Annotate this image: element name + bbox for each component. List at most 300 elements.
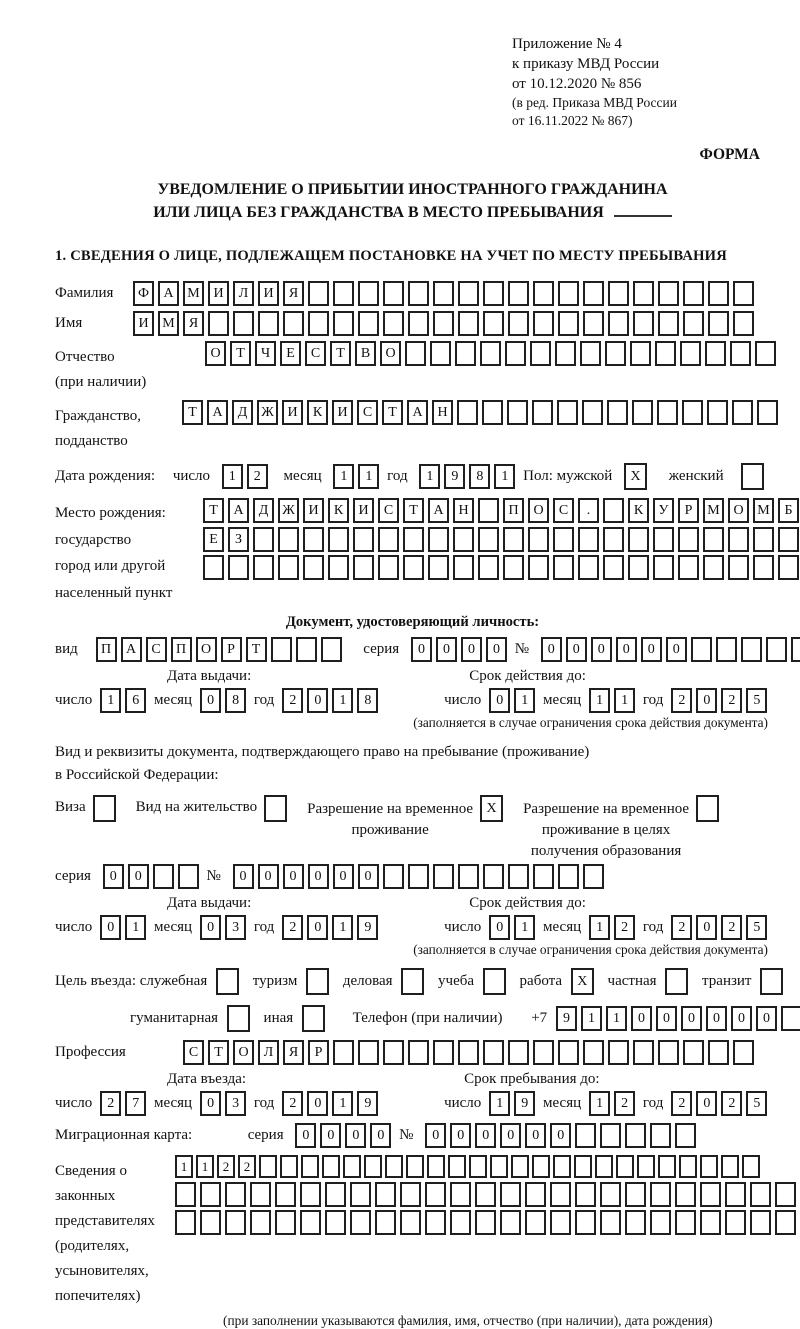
form-cell[interactable] — [507, 400, 528, 425]
form-cell[interactable]: 7 — [125, 1091, 146, 1116]
form-cell[interactable] — [383, 1040, 404, 1065]
form-cell[interactable] — [364, 1155, 382, 1178]
form-cell[interactable] — [791, 637, 800, 662]
form-cell[interactable] — [482, 400, 503, 425]
form-cell[interactable] — [532, 1155, 550, 1178]
form-cell[interactable]: 1 — [606, 1006, 627, 1031]
form-cell[interactable] — [675, 1182, 696, 1207]
form-cell[interactable] — [775, 1210, 796, 1235]
form-cell[interactable] — [483, 281, 504, 306]
purpose-tranzit-checkbox[interactable] — [760, 968, 783, 995]
form-cell[interactable]: 1 — [332, 1091, 353, 1116]
form-cell[interactable]: Е — [280, 341, 301, 366]
form-cell[interactable] — [505, 341, 526, 366]
form-cell[interactable]: Я — [183, 311, 204, 336]
form-cell[interactable] — [750, 1182, 771, 1207]
form-cell[interactable] — [178, 864, 199, 889]
form-cell[interactable] — [679, 1155, 697, 1178]
form-cell[interactable] — [453, 555, 474, 580]
form-cell[interactable]: 2 — [671, 915, 692, 940]
form-cell[interactable] — [508, 864, 529, 889]
purpose-ucheba-checkbox[interactable] — [483, 968, 506, 995]
form-cell[interactable] — [653, 527, 674, 552]
form-cell[interactable] — [728, 555, 749, 580]
form-cell[interactable]: А — [158, 281, 179, 306]
form-cell[interactable] — [550, 1182, 571, 1207]
form-cell[interactable] — [427, 1155, 445, 1178]
form-cell[interactable] — [480, 341, 501, 366]
form-cell[interactable]: С — [553, 498, 574, 523]
form-cell[interactable]: О — [728, 498, 749, 523]
form-cell[interactable] — [658, 1040, 679, 1065]
form-cell[interactable] — [632, 400, 653, 425]
form-cell[interactable]: 1 — [333, 464, 354, 489]
form-cell[interactable] — [733, 281, 754, 306]
form-cell[interactable]: 9 — [514, 1091, 535, 1116]
visa-checkbox[interactable] — [93, 795, 116, 822]
form-cell[interactable]: П — [503, 498, 524, 523]
form-cell[interactable] — [328, 555, 349, 580]
form-cell[interactable] — [733, 311, 754, 336]
form-cell[interactable]: 0 — [103, 864, 124, 889]
form-cell[interactable]: О — [196, 637, 217, 662]
form-cell[interactable]: 0 — [233, 864, 254, 889]
form-cell[interactable]: А — [407, 400, 428, 425]
form-cell[interactable]: Л — [258, 1040, 279, 1065]
form-cell[interactable] — [425, 1182, 446, 1207]
purpose-inaya-checkbox[interactable] — [302, 1005, 325, 1032]
form-cell[interactable] — [700, 1182, 721, 1207]
form-cell[interactable] — [280, 1155, 298, 1178]
form-cell[interactable]: Я — [283, 1040, 304, 1065]
form-cell[interactable] — [308, 311, 329, 336]
form-cell[interactable] — [378, 527, 399, 552]
form-cell[interactable] — [721, 1155, 739, 1178]
purpose-sluzhebnaya-checkbox[interactable] — [216, 968, 239, 995]
form-cell[interactable] — [532, 400, 553, 425]
form-cell[interactable] — [455, 341, 476, 366]
form-cell[interactable] — [525, 1210, 546, 1235]
form-cell[interactable] — [275, 1210, 296, 1235]
form-cell[interactable] — [625, 1210, 646, 1235]
form-cell[interactable] — [200, 1210, 221, 1235]
form-cell[interactable] — [633, 1040, 654, 1065]
form-cell[interactable]: . — [578, 498, 599, 523]
form-cell[interactable] — [655, 341, 676, 366]
form-cell[interactable]: С — [357, 400, 378, 425]
form-cell[interactable] — [708, 281, 729, 306]
form-cell[interactable] — [683, 281, 704, 306]
form-cell[interactable] — [453, 527, 474, 552]
form-cell[interactable] — [700, 1210, 721, 1235]
form-cell[interactable]: 8 — [469, 464, 490, 489]
form-cell[interactable] — [533, 864, 554, 889]
form-cell[interactable]: О — [233, 1040, 254, 1065]
form-cell[interactable] — [603, 498, 624, 523]
form-cell[interactable] — [703, 555, 724, 580]
form-cell[interactable] — [358, 311, 379, 336]
form-cell[interactable]: 0 — [681, 1006, 702, 1031]
form-cell[interactable]: 6 — [125, 688, 146, 713]
form-cell[interactable]: 0 — [370, 1123, 391, 1148]
form-cell[interactable] — [580, 341, 601, 366]
form-cell[interactable] — [503, 527, 524, 552]
form-cell[interactable] — [271, 637, 292, 662]
form-cell[interactable] — [650, 1123, 671, 1148]
form-cell[interactable]: 9 — [357, 1091, 378, 1116]
form-cell[interactable] — [350, 1210, 371, 1235]
form-cell[interactable] — [725, 1210, 746, 1235]
form-cell[interactable] — [358, 281, 379, 306]
form-cell[interactable] — [558, 281, 579, 306]
form-cell[interactable]: 0 — [200, 1091, 221, 1116]
form-cell[interactable] — [700, 1155, 718, 1178]
form-cell[interactable]: 9 — [357, 915, 378, 940]
form-cell[interactable] — [475, 1182, 496, 1207]
form-cell[interactable] — [675, 1123, 696, 1148]
form-cell[interactable]: Т — [182, 400, 203, 425]
form-cell[interactable] — [250, 1210, 271, 1235]
form-cell[interactable] — [707, 400, 728, 425]
form-cell[interactable]: 0 — [696, 1091, 717, 1116]
purpose-rabota-checkbox[interactable]: X — [571, 968, 594, 995]
form-cell[interactable] — [343, 1155, 361, 1178]
form-cell[interactable]: 0 — [591, 637, 612, 662]
form-cell[interactable] — [553, 555, 574, 580]
form-cell[interactable]: Т — [230, 341, 251, 366]
form-cell[interactable] — [633, 281, 654, 306]
form-cell[interactable] — [683, 1040, 704, 1065]
form-cell[interactable] — [325, 1210, 346, 1235]
form-cell[interactable] — [675, 1210, 696, 1235]
form-cell[interactable]: 3 — [225, 1091, 246, 1116]
form-cell[interactable] — [475, 1210, 496, 1235]
form-cell[interactable]: 0 — [489, 688, 510, 713]
form-cell[interactable] — [533, 1040, 554, 1065]
form-cell[interactable] — [303, 555, 324, 580]
form-cell[interactable] — [628, 527, 649, 552]
form-cell[interactable]: Т — [382, 400, 403, 425]
form-cell[interactable]: 8 — [357, 688, 378, 713]
form-cell[interactable]: 1 — [332, 688, 353, 713]
form-cell[interactable]: 0 — [756, 1006, 777, 1031]
form-cell[interactable]: Л — [233, 281, 254, 306]
form-cell[interactable]: С — [305, 341, 326, 366]
form-cell[interactable] — [478, 527, 499, 552]
form-cell[interactable]: Ф — [133, 281, 154, 306]
form-cell[interactable]: М — [183, 281, 204, 306]
form-cell[interactable] — [595, 1155, 613, 1178]
form-cell[interactable]: 0 — [641, 637, 662, 662]
form-cell[interactable] — [525, 1182, 546, 1207]
form-cell[interactable]: 0 — [308, 864, 329, 889]
form-cell[interactable]: Д — [253, 498, 274, 523]
form-cell[interactable]: Т — [330, 341, 351, 366]
form-cell[interactable]: И — [133, 311, 154, 336]
form-cell[interactable] — [259, 1155, 277, 1178]
form-cell[interactable] — [680, 341, 701, 366]
form-cell[interactable]: 0 — [450, 1123, 471, 1148]
form-cell[interactable] — [203, 555, 224, 580]
form-cell[interactable]: 0 — [696, 915, 717, 940]
form-cell[interactable] — [608, 311, 629, 336]
form-cell[interactable] — [553, 1155, 571, 1178]
form-cell[interactable] — [705, 341, 726, 366]
form-cell[interactable]: 5 — [746, 688, 767, 713]
form-cell[interactable]: И — [258, 281, 279, 306]
form-cell[interactable] — [511, 1155, 529, 1178]
form-cell[interactable]: 1 — [125, 915, 146, 940]
form-cell[interactable] — [616, 1155, 634, 1178]
form-cell[interactable]: 0 — [307, 688, 328, 713]
form-cell[interactable] — [430, 341, 451, 366]
form-cell[interactable]: С — [183, 1040, 204, 1065]
form-cell[interactable] — [658, 1155, 676, 1178]
form-cell[interactable]: 2 — [282, 688, 303, 713]
form-cell[interactable]: К — [628, 498, 649, 523]
form-cell[interactable] — [732, 400, 753, 425]
form-cell[interactable] — [742, 1155, 760, 1178]
form-cell[interactable]: 9 — [444, 464, 465, 489]
form-cell[interactable] — [448, 1155, 466, 1178]
form-cell[interactable] — [350, 1182, 371, 1207]
form-cell[interactable] — [583, 1040, 604, 1065]
form-cell[interactable]: А — [207, 400, 228, 425]
form-cell[interactable]: 2 — [100, 1091, 121, 1116]
form-cell[interactable]: 8 — [225, 688, 246, 713]
form-cell[interactable]: М — [158, 311, 179, 336]
form-cell[interactable] — [533, 311, 554, 336]
form-cell[interactable] — [385, 1155, 403, 1178]
form-cell[interactable] — [325, 1182, 346, 1207]
form-cell[interactable] — [753, 555, 774, 580]
form-cell[interactable] — [730, 341, 751, 366]
form-cell[interactable]: Р — [221, 637, 242, 662]
form-cell[interactable]: 0 — [541, 637, 562, 662]
form-cell[interactable] — [433, 281, 454, 306]
form-cell[interactable]: Т — [246, 637, 267, 662]
form-cell[interactable] — [708, 1040, 729, 1065]
form-cell[interactable]: О — [528, 498, 549, 523]
form-cell[interactable]: 0 — [436, 637, 457, 662]
form-cell[interactable] — [433, 1040, 454, 1065]
form-cell[interactable]: М — [753, 498, 774, 523]
form-cell[interactable]: 0 — [295, 1123, 316, 1148]
form-cell[interactable] — [574, 1155, 592, 1178]
form-cell[interactable]: 0 — [258, 864, 279, 889]
form-cell[interactable] — [333, 281, 354, 306]
form-cell[interactable]: Б — [778, 498, 799, 523]
form-cell[interactable] — [478, 555, 499, 580]
form-cell[interactable] — [582, 400, 603, 425]
form-cell[interactable] — [450, 1210, 471, 1235]
form-cell[interactable]: 2 — [671, 1091, 692, 1116]
form-cell[interactable] — [253, 527, 274, 552]
form-cell[interactable] — [557, 400, 578, 425]
form-cell[interactable]: 0 — [283, 864, 304, 889]
form-cell[interactable] — [483, 311, 504, 336]
form-cell[interactable] — [353, 527, 374, 552]
form-cell[interactable]: 1 — [514, 688, 535, 713]
form-cell[interactable]: В — [355, 341, 376, 366]
form-cell[interactable]: 0 — [550, 1123, 571, 1148]
form-cell[interactable] — [678, 555, 699, 580]
form-cell[interactable] — [600, 1123, 621, 1148]
form-cell[interactable] — [625, 1123, 646, 1148]
form-cell[interactable] — [716, 637, 737, 662]
form-cell[interactable]: С — [378, 498, 399, 523]
form-cell[interactable]: 0 — [500, 1123, 521, 1148]
form-cell[interactable] — [755, 341, 776, 366]
form-cell[interactable] — [406, 1155, 424, 1178]
form-cell[interactable]: 0 — [706, 1006, 727, 1031]
form-cell[interactable] — [728, 527, 749, 552]
form-cell[interactable]: 3 — [225, 915, 246, 940]
form-cell[interactable] — [300, 1210, 321, 1235]
form-cell[interactable] — [778, 555, 799, 580]
form-cell[interactable] — [478, 498, 499, 523]
form-cell[interactable]: 0 — [345, 1123, 366, 1148]
form-cell[interactable] — [558, 311, 579, 336]
form-cell[interactable] — [575, 1210, 596, 1235]
temp-permit-checkbox[interactable]: X — [480, 795, 503, 822]
form-cell[interactable]: 0 — [566, 637, 587, 662]
form-cell[interactable]: 1 — [589, 915, 610, 940]
form-cell[interactable] — [528, 527, 549, 552]
form-cell[interactable]: И — [303, 498, 324, 523]
form-cell[interactable] — [225, 1210, 246, 1235]
form-cell[interactable]: 2 — [238, 1155, 256, 1178]
form-cell[interactable] — [503, 555, 524, 580]
form-cell[interactable] — [225, 1182, 246, 1207]
form-cell[interactable]: 0 — [696, 688, 717, 713]
form-cell[interactable]: М — [703, 498, 724, 523]
form-cell[interactable] — [766, 637, 787, 662]
form-cell[interactable]: 9 — [556, 1006, 577, 1031]
form-cell[interactable]: И — [282, 400, 303, 425]
form-cell[interactable] — [607, 400, 628, 425]
form-cell[interactable]: Н — [432, 400, 453, 425]
sex-male-checkbox[interactable]: X — [624, 463, 647, 490]
form-cell[interactable] — [575, 1123, 596, 1148]
form-cell[interactable]: 0 — [320, 1123, 341, 1148]
sex-female-checkbox[interactable] — [741, 463, 764, 490]
form-cell[interactable]: 0 — [475, 1123, 496, 1148]
form-cell[interactable] — [703, 527, 724, 552]
form-cell[interactable] — [278, 555, 299, 580]
form-cell[interactable] — [358, 1040, 379, 1065]
form-cell[interactable]: 0 — [411, 637, 432, 662]
form-cell[interactable]: И — [353, 498, 374, 523]
form-cell[interactable] — [625, 1182, 646, 1207]
form-cell[interactable] — [500, 1182, 521, 1207]
form-cell[interactable]: 0 — [333, 864, 354, 889]
form-cell[interactable]: 0 — [486, 637, 507, 662]
form-cell[interactable] — [433, 864, 454, 889]
form-cell[interactable]: 2 — [282, 915, 303, 940]
form-cell[interactable] — [458, 311, 479, 336]
form-cell[interactable]: Д — [232, 400, 253, 425]
form-cell[interactable]: К — [307, 400, 328, 425]
form-cell[interactable] — [408, 864, 429, 889]
form-cell[interactable]: 2 — [282, 1091, 303, 1116]
form-cell[interactable] — [258, 311, 279, 336]
form-cell[interactable] — [508, 281, 529, 306]
form-cell[interactable]: 0 — [100, 915, 121, 940]
form-cell[interactable] — [483, 864, 504, 889]
form-cell[interactable]: 0 — [307, 1091, 328, 1116]
form-cell[interactable] — [637, 1155, 655, 1178]
form-cell[interactable] — [433, 311, 454, 336]
form-cell[interactable] — [283, 311, 304, 336]
purpose-gumanitarnaya-checkbox[interactable] — [227, 1005, 250, 1032]
form-cell[interactable] — [175, 1210, 196, 1235]
form-cell[interactable]: И — [208, 281, 229, 306]
form-cell[interactable] — [603, 555, 624, 580]
form-cell[interactable] — [578, 555, 599, 580]
form-cell[interactable] — [575, 1182, 596, 1207]
form-cell[interactable]: Е — [203, 527, 224, 552]
form-cell[interactable]: 0 — [525, 1123, 546, 1148]
form-cell[interactable]: 1 — [332, 915, 353, 940]
form-cell[interactable]: Ж — [257, 400, 278, 425]
form-cell[interactable] — [405, 341, 426, 366]
form-cell[interactable]: 1 — [494, 464, 515, 489]
form-cell[interactable]: Я — [283, 281, 304, 306]
form-cell[interactable] — [321, 637, 342, 662]
form-cell[interactable] — [733, 1040, 754, 1065]
form-cell[interactable]: П — [171, 637, 192, 662]
form-cell[interactable]: 0 — [307, 915, 328, 940]
form-cell[interactable]: Т — [203, 498, 224, 523]
form-cell[interactable]: 1 — [358, 464, 379, 489]
form-cell[interactable] — [333, 311, 354, 336]
form-cell[interactable] — [375, 1210, 396, 1235]
form-cell[interactable] — [605, 341, 626, 366]
form-cell[interactable] — [583, 281, 604, 306]
form-cell[interactable] — [558, 864, 579, 889]
form-cell[interactable] — [778, 527, 799, 552]
form-cell[interactable] — [600, 1210, 621, 1235]
form-cell[interactable] — [458, 281, 479, 306]
form-cell[interactable]: 0 — [200, 688, 221, 713]
form-cell[interactable] — [469, 1155, 487, 1178]
form-cell[interactable] — [400, 1182, 421, 1207]
form-cell[interactable]: 2 — [721, 688, 742, 713]
form-cell[interactable] — [781, 1006, 800, 1031]
form-cell[interactable]: Ж — [278, 498, 299, 523]
form-cell[interactable] — [725, 1182, 746, 1207]
form-cell[interactable] — [250, 1182, 271, 1207]
form-cell[interactable]: 2 — [247, 464, 268, 489]
form-cell[interactable] — [650, 1182, 671, 1207]
form-cell[interactable]: 1 — [514, 915, 535, 940]
purpose-delovaya-checkbox[interactable] — [401, 968, 424, 995]
form-cell[interactable]: Р — [308, 1040, 329, 1065]
form-cell[interactable]: 2 — [614, 1091, 635, 1116]
form-cell[interactable]: И — [332, 400, 353, 425]
form-cell[interactable]: 5 — [746, 1091, 767, 1116]
form-cell[interactable] — [403, 555, 424, 580]
form-cell[interactable]: С — [146, 637, 167, 662]
form-cell[interactable] — [608, 1040, 629, 1065]
form-cell[interactable]: 0 — [358, 864, 379, 889]
form-cell[interactable] — [658, 281, 679, 306]
form-cell[interactable]: К — [328, 498, 349, 523]
form-cell[interactable] — [233, 311, 254, 336]
form-cell[interactable]: Ч — [255, 341, 276, 366]
form-cell[interactable]: 1 — [489, 1091, 510, 1116]
